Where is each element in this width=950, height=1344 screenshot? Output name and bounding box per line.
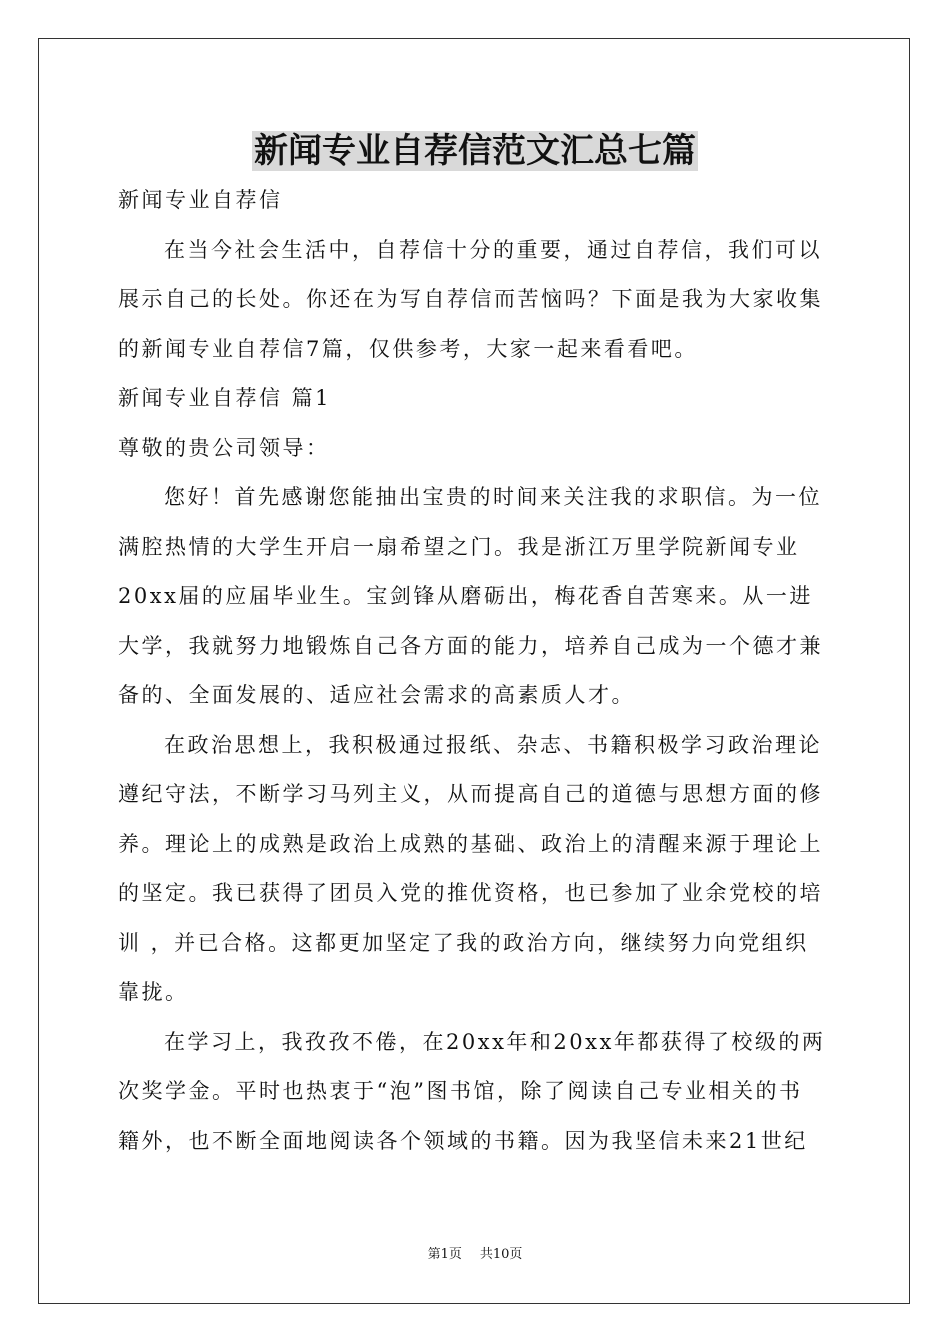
text-line: 大学，我就努力地锻炼自己各方面的能力，培养自己成为一个德才兼 — [118, 633, 823, 658]
text-line: 遵纪守法，不断学习马列主义，从而提高自己的道德与思想方面的修 — [118, 782, 823, 806]
text-line: 在政治思想上，我积极通过报纸、杂志、书籍积极学习政治理论 — [164, 732, 822, 757]
page-total: 共10页 — [479, 1247, 523, 1262]
page-footer — [0, 1246, 950, 1264]
text-line: 新闻专业自荐信 篇1 — [118, 386, 332, 410]
text-line: 次奖学金。平时也热衷于“泡”图书馆，除了阅读自己专业相关的书 — [118, 1079, 803, 1103]
document-title-text: 新闻专业自荐信范文汇总七篇 — [254, 131, 696, 171]
text-line: 的坚定。我已获得了团员入党的推优资格，也已参加了业余党校的培 — [118, 881, 823, 905]
text-line: 您好！首先感谢您能抽出宝贵的时间来关注我的求职信。为一位 — [164, 485, 822, 509]
text-line: 在学习上，我孜孜不倦，在20xx年和20xx年都获得了校级的两 — [164, 1029, 826, 1054]
text-line: 在当今社会生活中，自荐信十分的重要，通过自荐信，我们可以 — [164, 237, 822, 262]
page-number: 第1页 — [427, 1247, 462, 1262]
text-line: 满腔热情的大学生开启一扇希望之门。我是浙江万里学院新闻专业 — [118, 534, 800, 559]
text-line: 展示自己的长处。你还在为写自荐信而苦恼吗？下面是我为大家收集 — [118, 287, 823, 311]
document-title — [0, 128, 950, 174]
document-body — [118, 176, 834, 1166]
text-line: 养。理论上的成熟是政治上成熟的基础、政治上的清醒来源于理论上 — [118, 831, 823, 856]
text-line: 的新闻专业自荐信7篇，仅供参考，大家一起来看看吧。 — [118, 336, 698, 361]
text-line: 备的、全面发展的、适应社会需求的高素质人才。 — [118, 683, 635, 707]
text-line: 籍外，也不断全面地阅读各个领域的书籍。因为我坚信未来21世纪 — [118, 1128, 808, 1153]
text-line: 训 ，并已合格。这都更加坚定了我的政治方向，继续努力向党组织 — [118, 930, 809, 955]
text-line: 靠拢。 — [118, 980, 189, 1004]
text-line: 新闻专业自荐信 — [118, 188, 283, 212]
text-line: 尊敬的贵公司领导： — [118, 435, 330, 460]
text-line: 20xx届的应届毕业生。宝剑锋从磨砺出，梅花香自苦寒来。从一进 — [118, 584, 813, 608]
